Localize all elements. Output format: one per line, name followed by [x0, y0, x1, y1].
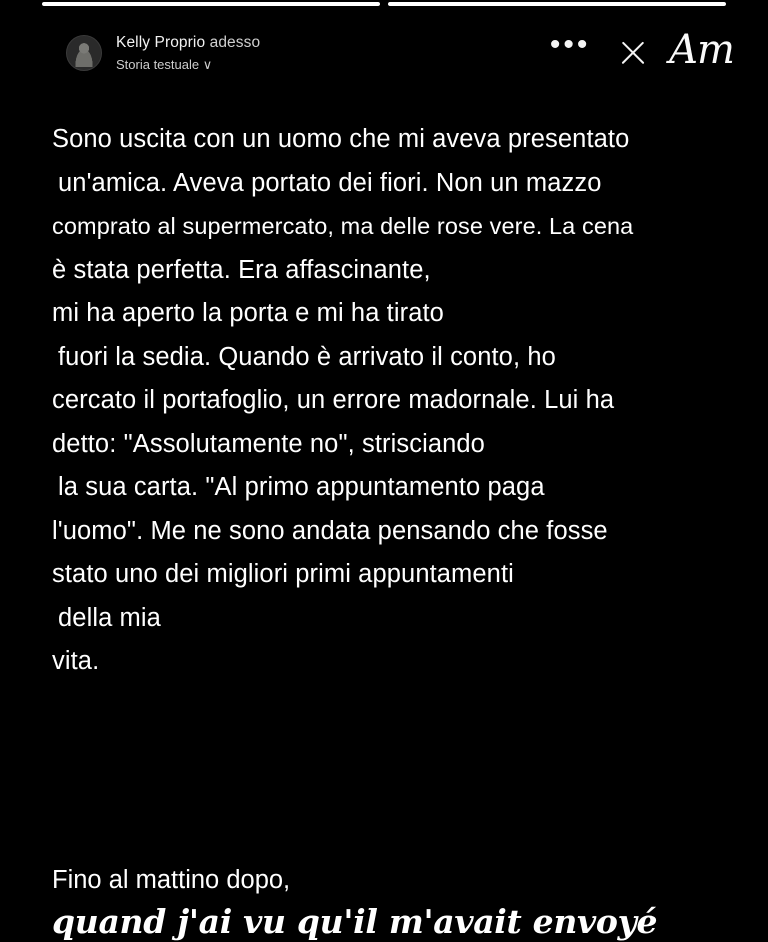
username-row[interactable]	[116, 33, 260, 52]
progress-segment-2[interactable]	[388, 2, 726, 6]
progress-segment-1[interactable]	[42, 2, 380, 6]
more-options-icon[interactable]: •••	[549, 28, 591, 61]
user-meta	[116, 33, 260, 74]
story-line: fuori la sedia. Quando è arrivato il conto, ho	[58, 342, 556, 371]
story-bottom-text	[0, 860, 768, 942]
story-line: della mia	[58, 603, 161, 632]
story-line: Sono uscita con un uomo che mi aveva presentato	[52, 125, 630, 153]
story-line: l'uomo". Me ne sono andata pensando che fosse	[52, 516, 608, 545]
progress-segment-1-fill	[42, 2, 380, 6]
story-body-text	[0, 118, 768, 684]
brand-logo: Am	[669, 27, 734, 73]
story-line: stato uno dei migliori primi appuntamenti	[52, 560, 514, 588]
avatar[interactable]	[66, 35, 102, 71]
timestamp-label: adesso	[209, 33, 261, 51]
story-progress-bar	[0, 0, 768, 10]
username-label: Kelly Proprio	[116, 33, 206, 51]
bottom-line-secondary: quand j'ai vu qu'il m'avait envoyé	[52, 902, 658, 941]
avatar-image	[71, 41, 97, 67]
story-line: mi ha aperto la porta e mi ha tirato	[52, 299, 444, 327]
story-line: un'amica. Aveva portato dei fiori. Non un mazzo	[58, 168, 602, 197]
bottom-line-primary: Fino al mattino dopo,	[52, 866, 291, 894]
story-line: è stata perfetta. Era affascinante,	[52, 255, 431, 284]
close-icon[interactable]	[611, 31, 655, 75]
story-header	[0, 22, 768, 84]
story-type-label[interactable]: Storia testuale ∨	[116, 57, 213, 73]
story-line: vita.	[52, 647, 100, 675]
story-line: detto: "Assolutamente no", strisciando	[52, 429, 485, 458]
progress-segment-2-fill	[388, 2, 726, 6]
story-line: cercato il portafoglio, un errore madornale. Lui ha	[52, 386, 615, 414]
story-line: la sua carta. "Al primo appuntamento paga	[58, 473, 545, 501]
story-line: comprato al supermercato, ma delle rose vere. La cena	[52, 213, 634, 239]
